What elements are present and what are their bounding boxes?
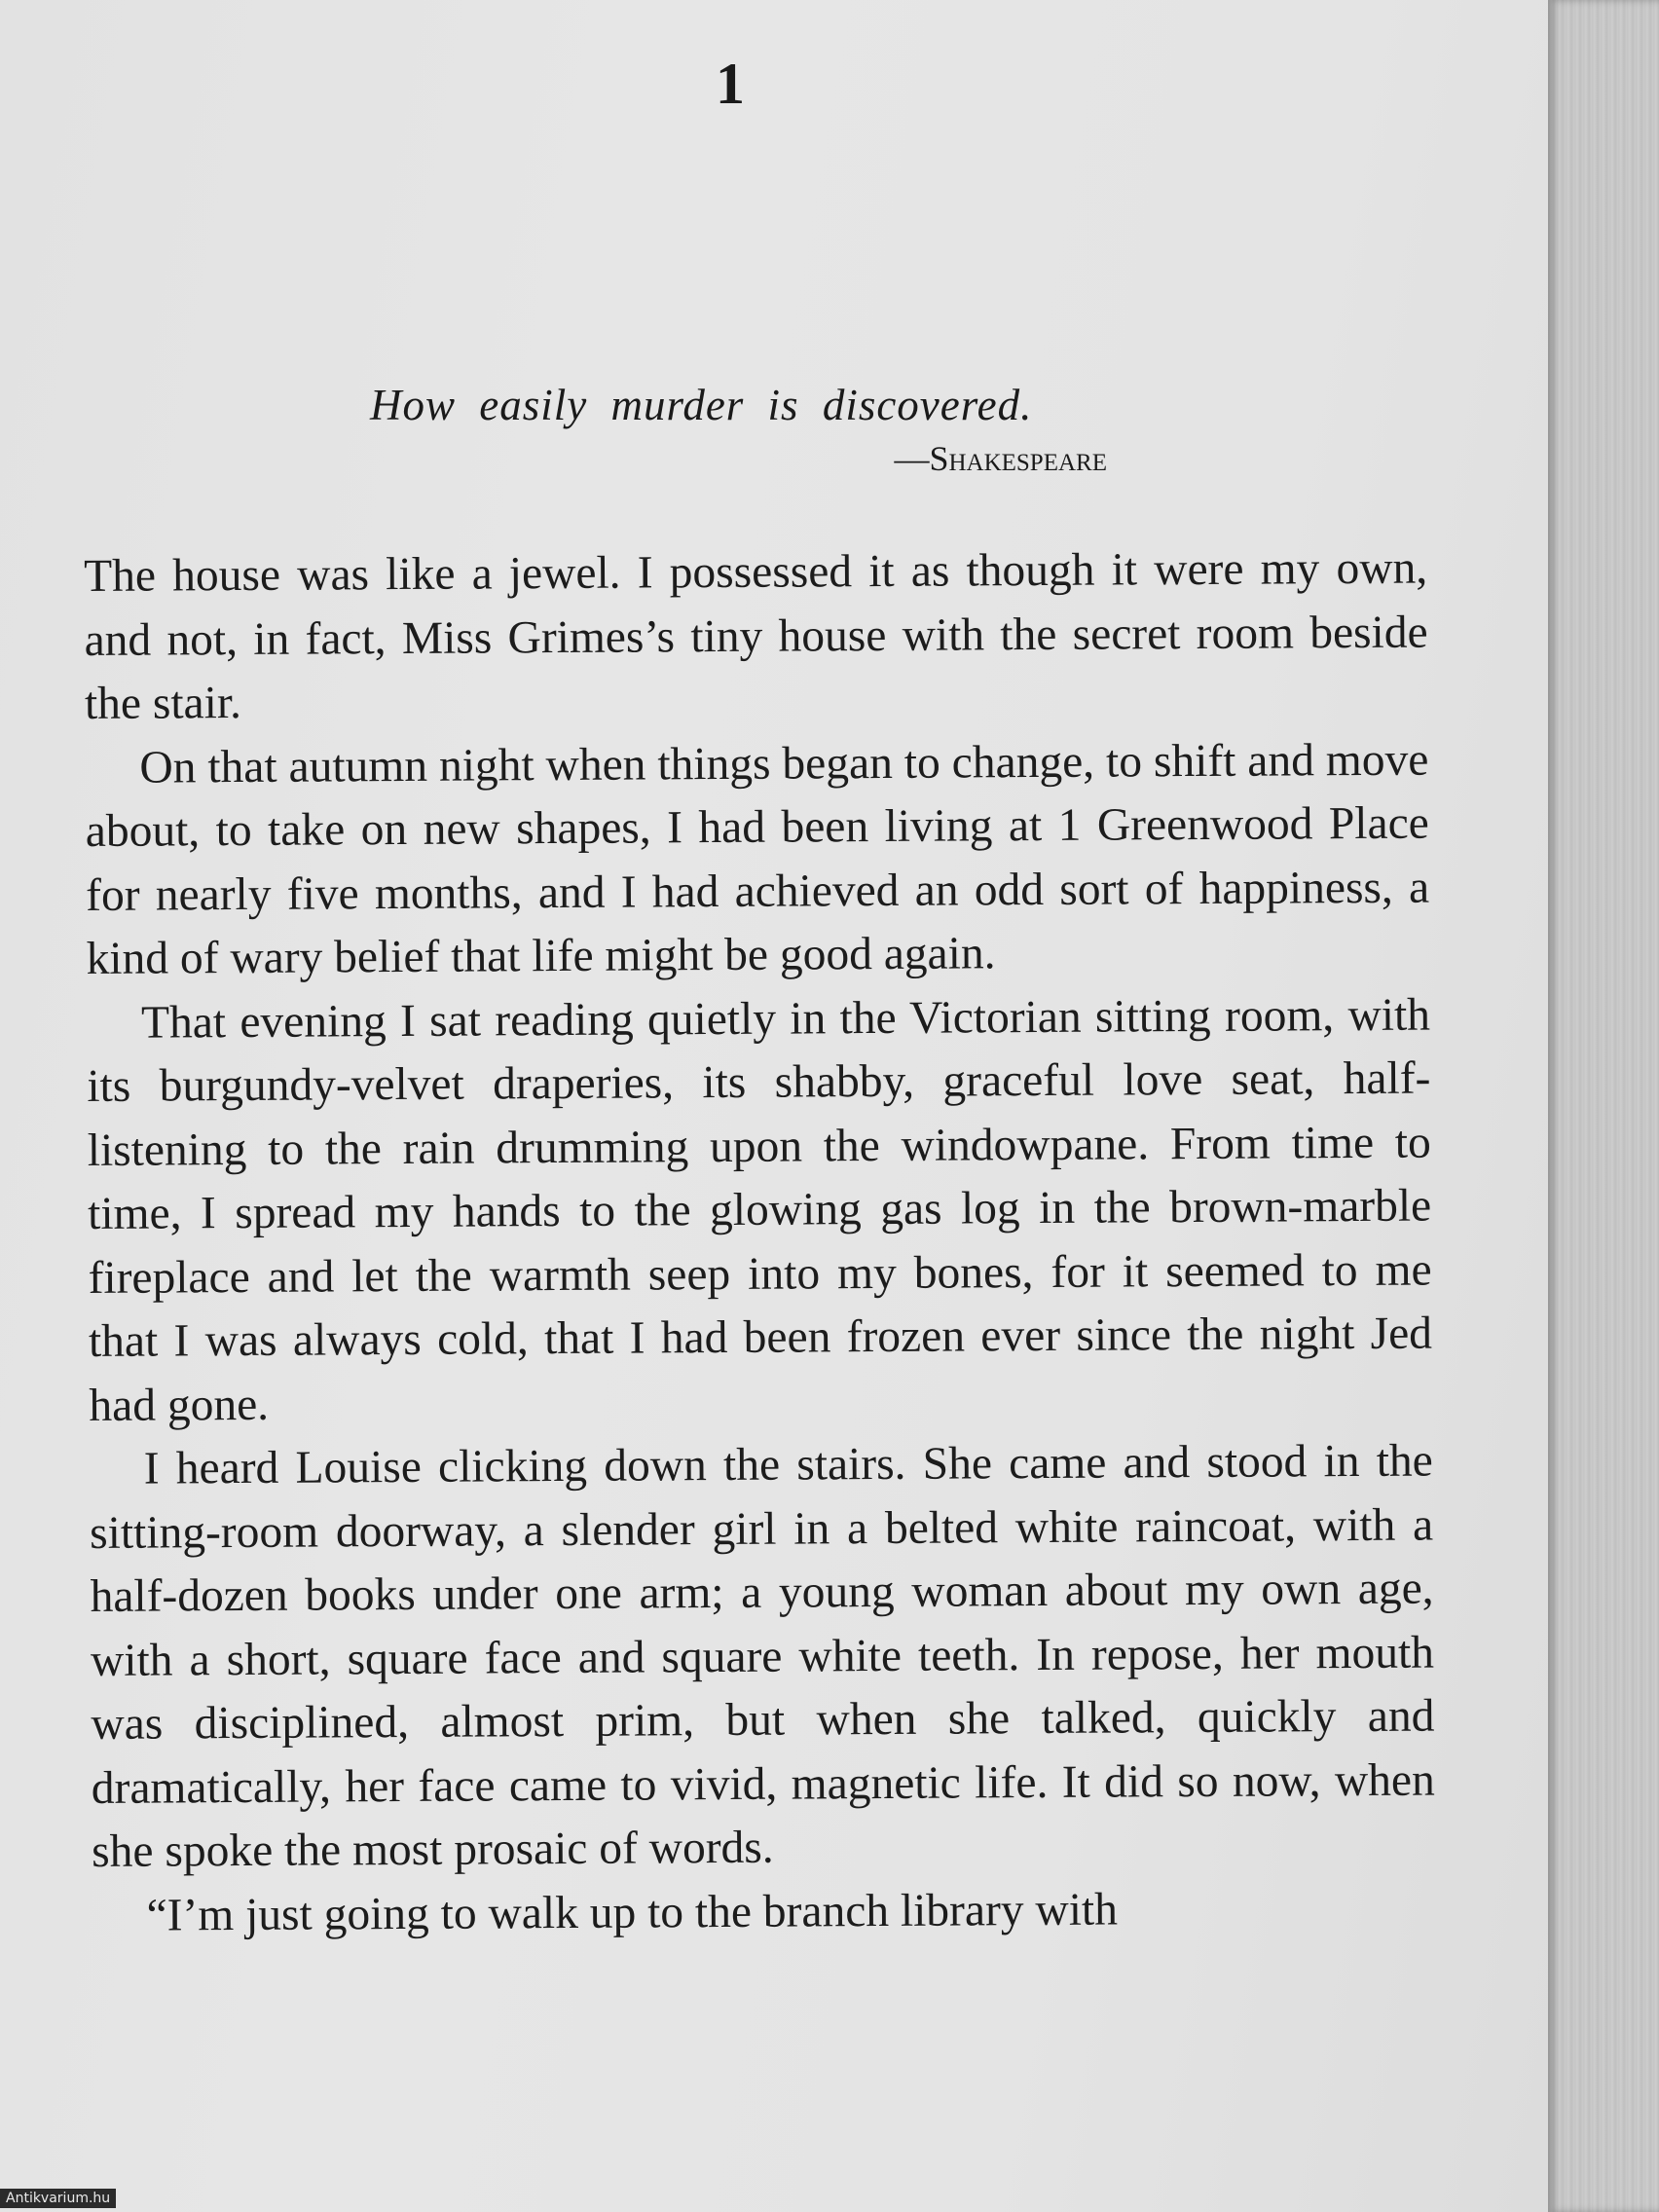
- watermark: Antikvarium.hu: [0, 2189, 116, 2208]
- paragraph: I heard Louise clicking down the stairs. She came and stood in the sitting-room doorway, a slender girl in a belted white raincoat, with a half-dozen books under one arm; a young woman about my own age, with a short, square face and square white teeth. In repose, her mouth was disciplined, almost prim, but when she talked, quickly and dramatically, her face came to vivid, magnetic life. It did so now, when she spoke the most prosaic of words.: [90, 1435, 1435, 1877]
- book-binding-edge: [1548, 0, 1659, 2212]
- paragraph: “I’m just going to walk up to the branch library with: [146, 1884, 1119, 1941]
- epigraph-attribution: —Shakespeare: [894, 439, 1107, 478]
- chapter-body: [84, 537, 1436, 1948]
- paragraph: On that autumn night when things began to change, to shift and move about, to take on new shapes, I had been living at 1 Greenwood Place for nearly five months, and I had achieved an odd sort of happiness, a kind of wary belief that life might be good again.: [85, 734, 1430, 984]
- paragraph: That evening I sat reading quietly in the Victorian sitting room, with its burgundy-velvet draperies, its shabby, graceful love seat, half-listening to the rain drumming upon the windowpane. From time to time, I spread my hands to the glowing gas log in the brown-marble fireplace and let the warmth seep into my bones, for it seemed to me that I was always cold, that I had been frozen ever since the night Jed had gone.: [87, 989, 1433, 1431]
- chapter-number: 1: [716, 52, 745, 116]
- epigraph: [370, 380, 1110, 479]
- paragraph: The house was like a jewel. I possessed it as though it were my own, and not, in fact, Miss Grimes’s tiny house with the secret room beside the stair.: [84, 542, 1428, 729]
- epigraph-quote: How easily murder is discovered.: [370, 381, 1033, 429]
